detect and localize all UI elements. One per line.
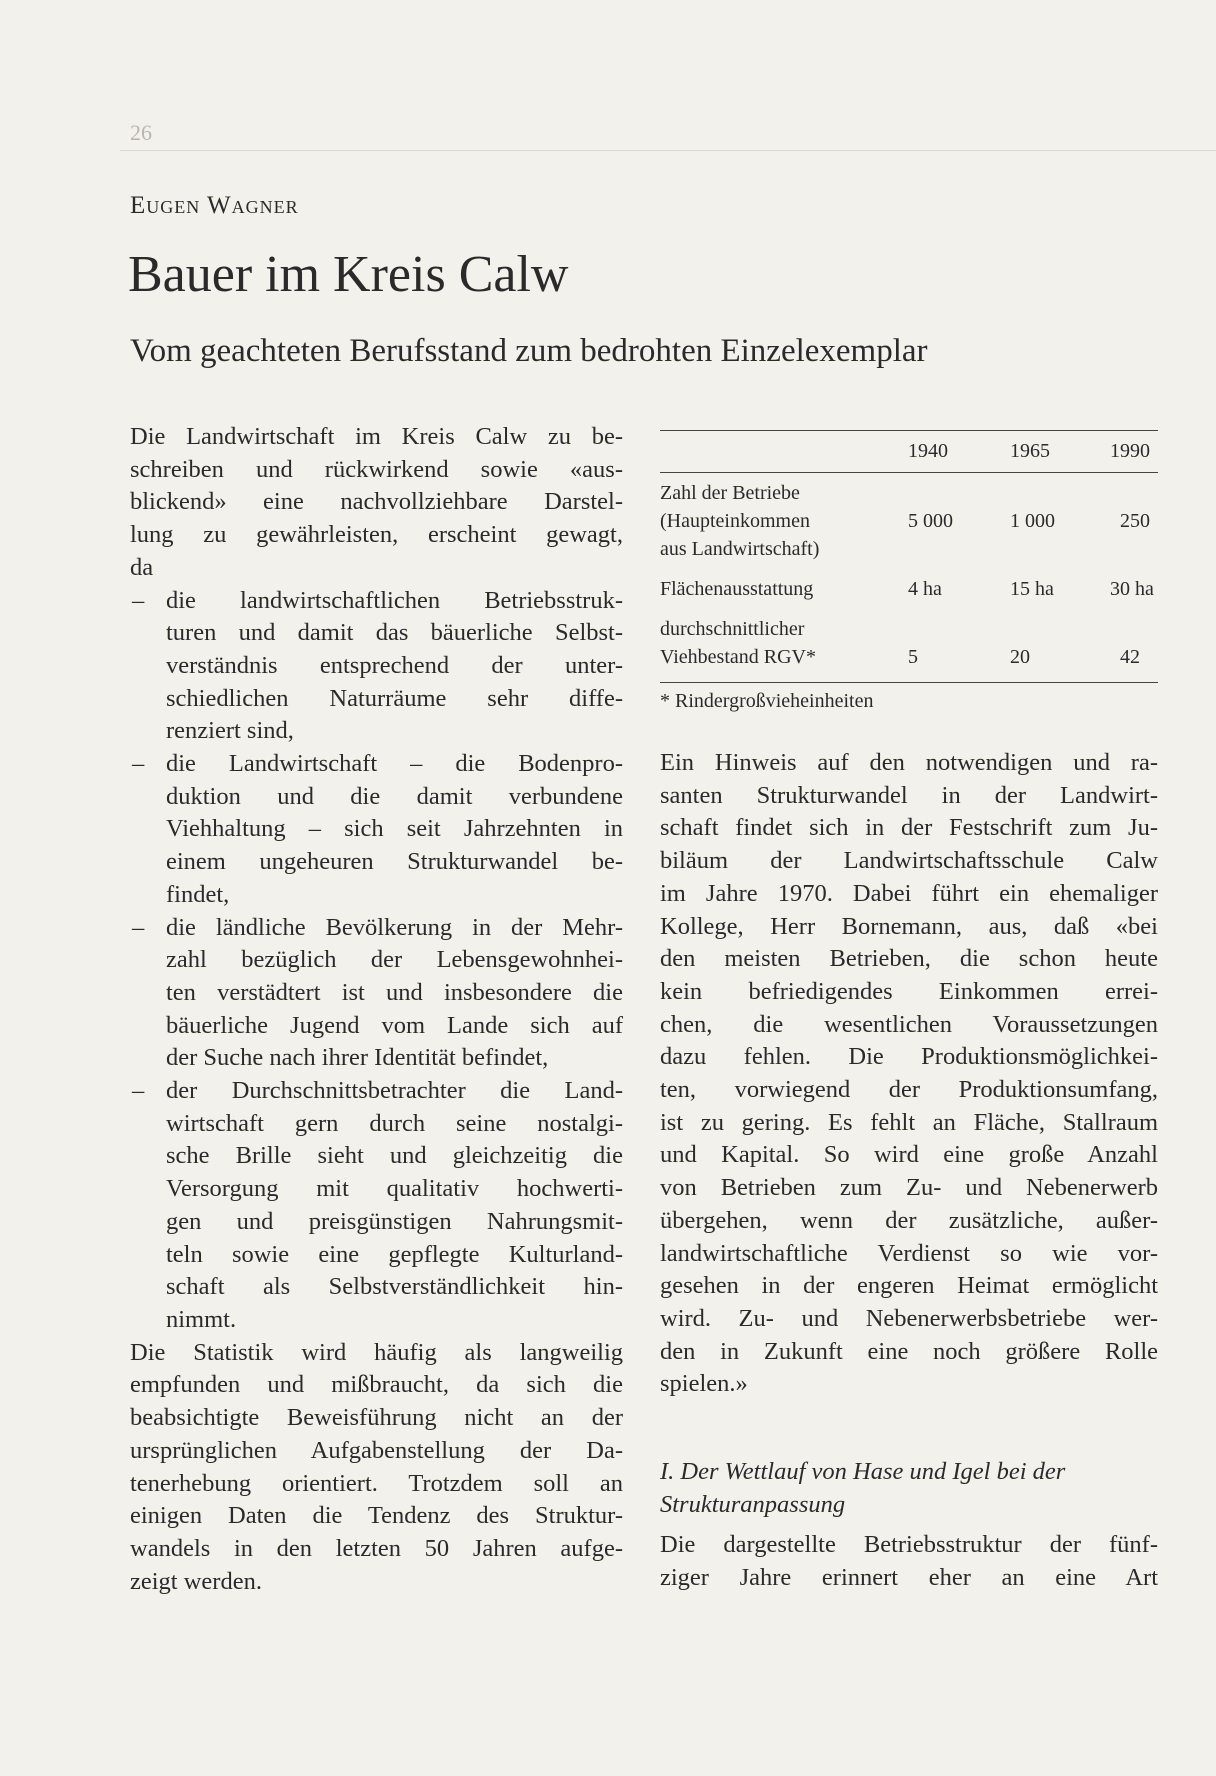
heading-line: I. Der Wettlauf von Hase und Igel bei der [660, 1458, 1066, 1485]
table-cell: 42 [1120, 646, 1140, 668]
bullet-item [130, 1075, 623, 1337]
text-line: einigen Daten die Tendenz des Struktur- [130, 1502, 623, 1530]
text-line: den meisten Betrieben, die schon heute [660, 945, 1158, 973]
heading-line: Strukturanpassung [660, 1490, 846, 1518]
text-line: die Landwirtschaft – die Bodenpro- [166, 750, 623, 778]
text-line: kein befriedigendes Einkommen errei- [660, 977, 1158, 1005]
text-line: ziger Jahre erinnert eher an eine Art [660, 1563, 1158, 1591]
text-line: beabsichtigte Beweisführung nicht an der [130, 1404, 623, 1432]
text-line: einem ungeheuren Strukturwandel be- [166, 848, 623, 876]
text-line: der Durchschnittsbetrachter die Land- [166, 1077, 623, 1105]
text-line: bäuerliche Jugend vom Lande sich auf [166, 1011, 623, 1039]
table-header-rule [660, 472, 1158, 473]
text-line: empfunden und mißbraucht, da sich die [130, 1371, 623, 1399]
text-line: ten verstädtert ist und insbesondere die [166, 978, 623, 1006]
text-line: findet, [166, 880, 230, 908]
text-line: schreiben und rückwirkend sowie «aus- [130, 455, 623, 483]
text-line: chen, die wesentlichen Voraussetzungen [660, 1010, 1158, 1038]
left-column [130, 421, 623, 1598]
table-top-rule [660, 430, 1158, 431]
text-line: teln sowie eine gepflegte Kulturland- [166, 1240, 623, 1268]
text-line: blickend» eine nachvollziehbare Darstel- [130, 488, 623, 516]
text-line: ten, vorwiegend der Produktionsumfang, [660, 1076, 1158, 1104]
text-line: renziert sind, [166, 717, 294, 745]
header-rule [120, 150, 1216, 151]
text-line: spielen.» [660, 1370, 748, 1398]
table-cell: 15 ha [1010, 578, 1054, 600]
text-line: Kollege, Herr Bornemann, aus, daß «bei [660, 912, 1158, 940]
text-line: landwirtschaftliche Verdienst so wie vor- [660, 1239, 1158, 1267]
text-line: gen und preisgünstigen Nahrungsmit- [166, 1207, 623, 1235]
text-line: nimmt. [166, 1305, 237, 1333]
text-line: wirtschaft gern durch seine nostalgi- [166, 1109, 623, 1137]
text-line: übergehen, wenn der zusätzliche, außer- [660, 1206, 1158, 1234]
row-label: durchschnittlicher [660, 618, 805, 640]
right-column-paragraph-2 [660, 1529, 1158, 1594]
text-line: ist zu gering. Es fehlt an Fläche, Stallraum [660, 1108, 1158, 1136]
text-line: zahl bezüglich der Lebensgewohnhei- [166, 946, 623, 974]
text-line: im Jahre 1970. Dabei führt ein ehemaliger [660, 879, 1158, 907]
text-line: die ländliche Bevölkerung in der Mehr- [166, 913, 623, 941]
table-cell: 30 ha [1110, 578, 1154, 600]
text-line: turen und damit das bäuerliche Selbst- [166, 619, 623, 647]
table-cell: 5 [908, 646, 918, 668]
text-line: schiedlichen Naturräume sehr diffe- [166, 684, 623, 712]
text-line: ursprünglichen Aufgabenstellung der Da- [130, 1436, 623, 1464]
text-line: Versorgung mit qualitativ hochwerti- [166, 1175, 623, 1203]
text-line: schaft findet sich in der Festschrift zum Ju- [660, 814, 1158, 842]
table-cell: 5 000 [908, 510, 953, 532]
table-header-year: 1965 [1010, 440, 1050, 462]
bullet-item [130, 585, 623, 749]
row-label: Flächenausstattung [660, 578, 814, 600]
row-label: (Haupteinkommen [660, 510, 810, 532]
article-title: Bauer im Kreis Calw [128, 246, 569, 303]
text-line: tenerhebung orientiert. Trotzdem soll an [130, 1469, 623, 1497]
text-line: wird. Zu- und Nebenerwerbsbetriebe wer- [660, 1304, 1158, 1332]
author: Eugen Wagner [130, 192, 299, 219]
text-line: die landwirtschaftlichen Betriebsstruk- [166, 586, 623, 614]
text-line: verständnis entsprechend der unter- [166, 651, 623, 679]
bullet-dash: – [132, 586, 145, 614]
text-line: zeigt werden. [130, 1567, 262, 1595]
text-line: biläum der Landwirtschaftsschule Calw [660, 847, 1158, 875]
text-line: der Suche nach ihrer Identität befindet, [166, 1044, 549, 1072]
bullet-item [130, 748, 623, 912]
bullet-item [130, 912, 623, 1076]
table-cell: 250 [1120, 510, 1150, 532]
table-cell: 20 [1010, 646, 1030, 668]
table-cell: 1 000 [1010, 510, 1055, 532]
table-header-year: 1990 [1110, 440, 1150, 462]
text-line: schaft als Selbstverständlichkeit hin- [166, 1273, 623, 1301]
article-subtitle: Vom geachteten Berufsstand zum bedrohten Einzelexemplar [130, 333, 928, 369]
page-number: 26 [130, 120, 152, 145]
text-line: wandels in den letzten 50 Jahren aufge- [130, 1534, 623, 1562]
table-footnote: * Rindergroßvieheinheiten [660, 690, 874, 712]
text-line: dazu fehlen. Die Produktionsmöglichkei- [660, 1043, 1158, 1071]
text-line: lung zu gewährleisten, erscheint gewagt, [130, 521, 623, 549]
table-header-year: 1940 [908, 440, 948, 462]
text-line: Ein Hinweis auf den notwendigen und ra- [660, 749, 1158, 776]
text-line: gesehen in der engeren Heimat ermöglicht [660, 1272, 1158, 1300]
bullet-dash: – [132, 1077, 145, 1105]
text-line: den in Zukunft eine noch größere Rolle [660, 1337, 1158, 1365]
text-line: und Kapital. So wird eine große Anzahl [660, 1141, 1158, 1169]
text-line: Die dargestellte Betriebsstruktur der fünf- [660, 1531, 1158, 1558]
text-line: Die Landwirtschaft im Kreis Calw zu be- [130, 423, 623, 450]
text-line: Die Statistik wird häufig als langweilig [130, 1338, 623, 1366]
bullet-dash: – [132, 913, 145, 941]
table-bottom-rule [660, 682, 1158, 683]
right-column-paragraph [660, 747, 1158, 1401]
text-line: Viehhaltung – sich seit Jahrzehnten in [166, 815, 623, 843]
text-line: sche Brille sieht und gleichzeitig die [166, 1142, 623, 1170]
section-heading [660, 1456, 1158, 1521]
text-line: santen Strukturwandel in der Landwirt- [660, 781, 1158, 809]
bullet-dash: – [132, 750, 145, 778]
text-line: von Betrieben zum Zu- und Nebenerwerb [660, 1174, 1158, 1202]
text-line: da [130, 553, 154, 581]
row-label: Zahl der Betriebe [660, 482, 800, 504]
table-cell: 4 ha [908, 578, 942, 600]
text-line: duktion und die damit verbundene [166, 782, 623, 810]
row-label: aus Landwirtschaft) [660, 538, 820, 560]
row-label: Viehbestand RGV* [660, 646, 816, 668]
